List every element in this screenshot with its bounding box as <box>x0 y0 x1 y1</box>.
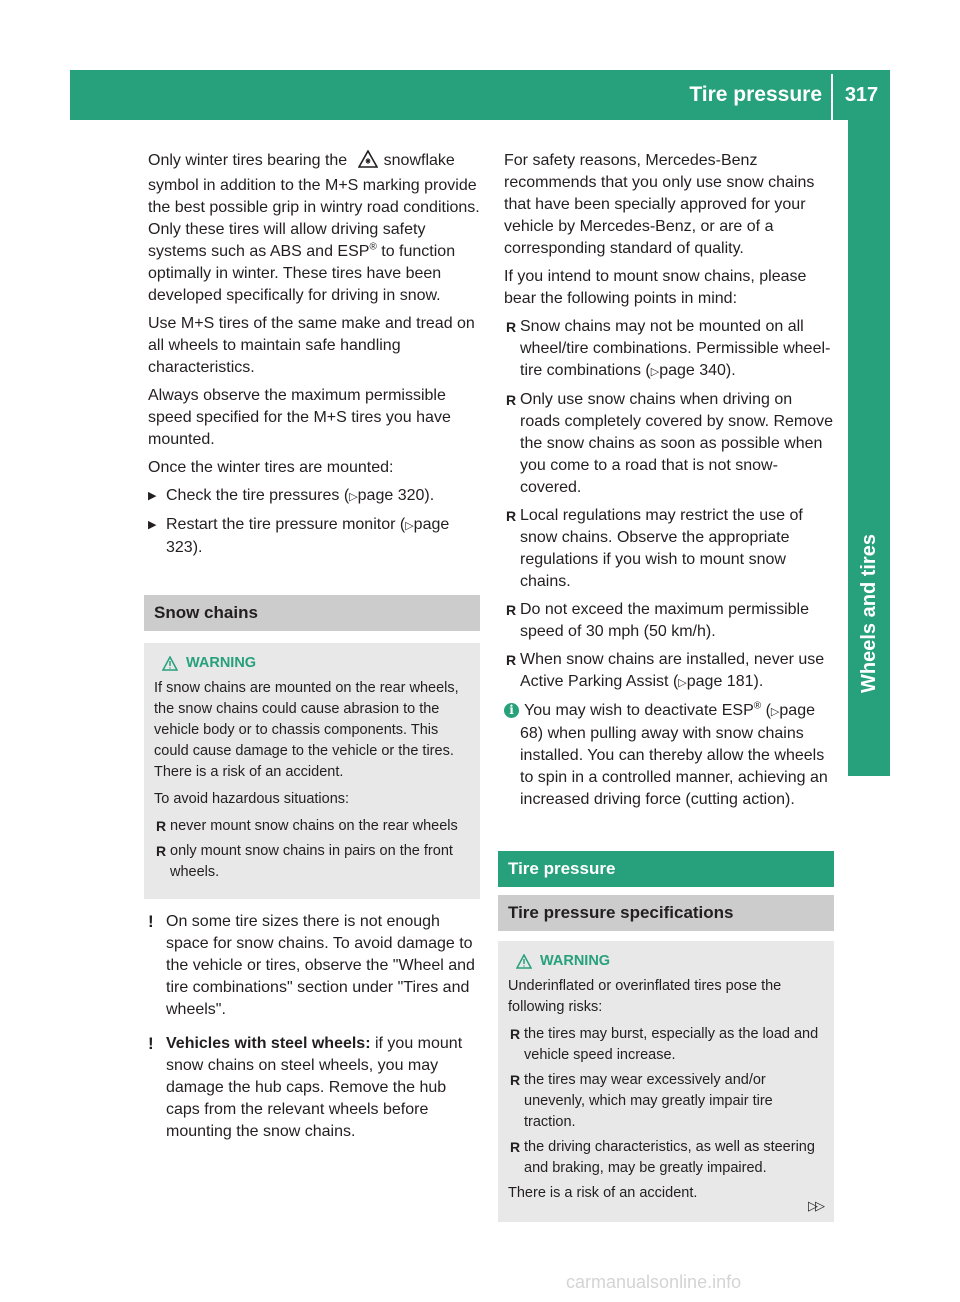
warning-title: WARNING <box>508 951 826 972</box>
right-column <box>504 150 834 1234</box>
list-item: R Snow chains may not be mounted on all wheel/tire combinations. Permissible wheel-tire combinations (▷page 340). <box>506 318 831 379</box>
info-note: i You may wish to deactivate ESP® (▷page 68) when pulling away with snow chains installed. You can thereby allow the wheels to spin in a controlled manner, achieving an increased driving force (cutting action). <box>504 700 834 811</box>
page-ref-link[interactable]: page 320 <box>357 487 425 504</box>
max-speed-paragraph: Always observe the maximum permissible speed specified for the M+S tires you have mounted. <box>148 387 451 448</box>
ref-triangle-icon: ▷ <box>650 366 660 378</box>
ref-triangle-icon: ▷ <box>349 491 358 503</box>
snowflake-mountain-icon <box>358 150 378 175</box>
notice-tire-sizes: ! On some tire sizes there is not enough space for snow chains. To avoid damage to the vehicle or tires, observe the "Wheel and tire combinations" section under "Tires and wheels". <box>148 912 475 1018</box>
ref-triangle-icon: ▷ <box>678 677 687 689</box>
notice-steel-wheels: ! Vehicles with steel wheels: if you mount snow chains on steel wheels, you may damage the hub caps. Remove the hub caps from the relevant wheels before mounting the snow chains. <box>148 1034 463 1140</box>
bullet-icon: R <box>510 1072 521 1088</box>
bullet-icon: R <box>506 392 517 408</box>
safety-paragraph: For safety reasons, Mercedes-Benz recommends that you only use snow chains that have been specially approved for your vehicle by Mercedes-Benz, or are of a corresponding standard of quality. <box>504 152 815 257</box>
bullet-icon: R <box>506 602 517 618</box>
bullet-icon: R <box>510 1139 521 1155</box>
notice-exclamation-icon: ! <box>148 1034 154 1053</box>
warning-text: Underinflated or overinflated tires pose the following risks: <box>508 978 782 1015</box>
bullet-icon: R <box>506 319 517 335</box>
bullet-icon: R <box>156 818 167 834</box>
same-tires-paragraph: Use M+S tires of the same make and tread on all wheels to maintain safe handling characteristics. <box>148 315 475 376</box>
mounted-intro: Once the winter tires are mounted: <box>148 459 394 476</box>
list-item: R Only use snow chains when driving on roads completely covered by snow. Remove the snow chains as soon as possible when you come to a road that is not snow-covered. <box>506 391 834 496</box>
warning-triangle-icon <box>154 656 186 671</box>
section-heading-snow-chains: Snow chains <box>144 595 480 631</box>
ref-triangle-icon: ▷ <box>405 520 414 532</box>
left-column <box>148 150 480 1155</box>
step-restart-monitor: ▶ Restart the tire pressure monitor (▷page 323). <box>148 516 450 556</box>
page-number: 317 <box>844 84 879 106</box>
warning-list-item: R the tires may burst, especially as the load and vehicle speed increase. <box>510 1026 819 1063</box>
warning-text: There is a risk of an accident. <box>508 1185 698 1201</box>
page-header <box>70 70 890 120</box>
section-heading-specifications: Tire pressure specifications <box>498 895 834 931</box>
list-item: R Do not exceed the maximum permissible speed of 30 mph (50 km/h). <box>506 601 810 640</box>
section-heading-tire-pressure: Tire pressure <box>498 851 834 887</box>
header-title: Tire pressure <box>689 83 822 106</box>
warning-triangle-icon <box>508 954 540 969</box>
warning-list-item: R only mount snow chains in pairs on the front wheels. <box>156 843 453 880</box>
warning-title: WARNING <box>154 653 472 674</box>
points-intro: If you intend to mount snow chains, please bear the following points in mind: <box>504 268 807 307</box>
warning-box <box>144 643 480 899</box>
side-tab-label-wrap <box>848 533 890 693</box>
step-check-pressures: ▶ Check the tire pressures (▷page 320). <box>148 485 480 508</box>
list-item: R Local regulations may restrict the use of snow chains. Observe the appropriate regulations if you wish to mount snow chains. <box>506 507 803 590</box>
bullet-icon: R <box>156 843 167 859</box>
side-tab-label: Wheels and tires <box>857 533 880 693</box>
list-item: R When snow chains are installed, never use Active Parking Assist (▷page 181). <box>506 651 825 690</box>
warning-list-item: R never mount snow chains on the rear wheels <box>154 816 472 837</box>
notice-exclamation-icon: ! <box>148 912 154 931</box>
page-ref-link[interactable]: page 68 <box>520 702 815 742</box>
info-icon: i <box>504 703 519 718</box>
ref-triangle-icon: ▷ <box>770 706 780 718</box>
winter-tires-paragraph: Only winter tires bearing the snowflake symbol in addition to the M+S marking provide the best possible grip in wintry road conditions. Only these tires will allow driving safety systems such as ABS and ESP® to function optimally in winter. These tires have been developed specifically for driving in snow. <box>148 152 480 304</box>
bullet-icon: R <box>510 1026 521 1042</box>
warning-list-item: R the driving characteristics, as well as steering and braking, may be greatly impaired. <box>510 1139 815 1176</box>
step-arrow-icon: ▶ <box>148 490 157 502</box>
watermark: carmanualsonline.info <box>566 1272 742 1292</box>
bullet-icon: R <box>506 652 517 668</box>
warning-box <box>498 941 834 1222</box>
page-ref-link[interactable]: page 340 <box>659 362 726 379</box>
step-arrow-icon: ▶ <box>148 519 157 531</box>
warning-text: If snow chains are mounted on the rear wheels, the snow chains could cause abrasion to the vehicle body or to chassis components. This could cause damage to the vehicle or the tires. There is a risk of an accident. <box>154 680 459 780</box>
page-ref-link[interactable]: page 323 <box>166 516 450 556</box>
page-ref-link[interactable]: page 181 <box>686 673 754 690</box>
warning-list-item: R the tires may wear excessively and/or unevenly, which may greatly impair tire traction. <box>510 1072 773 1130</box>
continue-arrows-icon: ▷▷ <box>808 1198 822 1213</box>
warning-text: To avoid hazardous situations: <box>154 791 350 807</box>
bullet-icon: R <box>506 508 517 524</box>
